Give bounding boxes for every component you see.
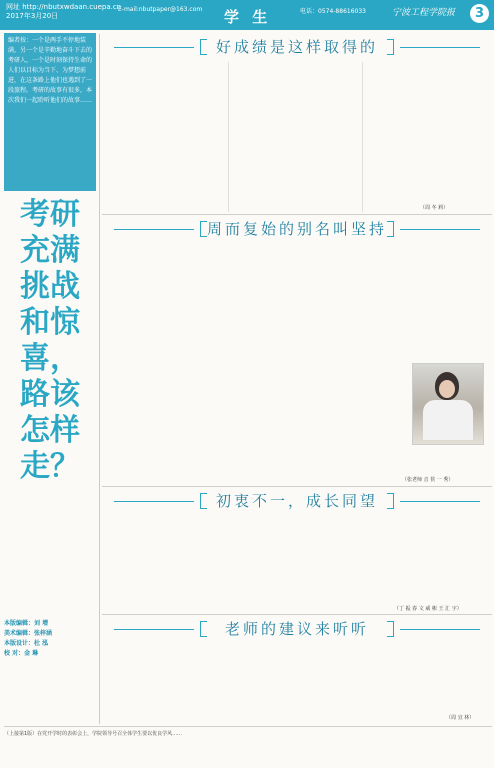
article-3-body-col3 [260, 516, 334, 612]
header-email[interactable]: E-mail:nbutpaper@163.com [118, 6, 203, 13]
heading-bracket [200, 221, 207, 237]
continuation-strip [4, 728, 492, 764]
heading-rule [114, 629, 194, 630]
staff-credits [4, 619, 96, 659]
heading-bracket [387, 39, 394, 55]
heading-bracket [200, 493, 207, 509]
photo-figure-body [423, 400, 473, 440]
text-column-divider [362, 62, 363, 212]
article-3-body-col1 [104, 516, 178, 612]
article-2-body-col5b [416, 447, 490, 474]
heading-bracket [387, 621, 394, 637]
heading-rule [400, 47, 480, 48]
continuation-col1 [4, 739, 100, 763]
header-site-info [6, 3, 121, 21]
article-2-body-col5 [416, 244, 490, 360]
newspaper-name: 宁波工程学院报 [392, 8, 456, 18]
article-1-title: 好成绩是这样取得的 [215, 38, 378, 56]
feature-headline: 考研充满挑战和惊喜，路该怎样走？ [20, 197, 80, 484]
heading-rule [400, 501, 480, 502]
article-3-body-col4 [338, 516, 412, 612]
article-2-body-col4 [338, 244, 412, 474]
article-3-body-col2 [182, 516, 256, 612]
heading-rule [114, 501, 194, 502]
article-separator [102, 614, 492, 615]
article-2-body-col1 [104, 244, 178, 474]
article-4-author: （周 宜 林） [446, 715, 475, 721]
column-divider [99, 34, 100, 724]
article-3-body-col5 [416, 516, 490, 604]
heading-rule [114, 47, 194, 48]
staff-editor: 本版编辑：刘 增 [4, 620, 49, 627]
article-4-body-col2 [182, 644, 256, 722]
article-1-body-col1 [104, 62, 224, 212]
article-1-body-col3 [366, 62, 490, 205]
page-header [0, 0, 494, 30]
continuation-col3 [200, 739, 296, 763]
heading-rule [114, 229, 194, 230]
article-1-author: （周 冬 莉） [420, 205, 449, 211]
footer-separator [4, 726, 492, 727]
site-url[interactable]: 网址 http://nbutxwdaan.cuepa.cn [6, 3, 122, 11]
staff-art-editor: 美术编辑：张梓涵 [4, 630, 53, 637]
article-4-body-col3 [260, 644, 334, 722]
continuation-col5 [396, 739, 492, 763]
heading-rule [400, 629, 480, 630]
article-4-body-col1 [104, 644, 178, 722]
heading-bracket [200, 39, 207, 55]
article-4-body-col4 [338, 644, 412, 722]
article-separator [102, 214, 492, 215]
staff-proofreader: 校 对：金 琳 [4, 650, 39, 657]
heading-bracket [200, 621, 207, 637]
article-1-body-col2 [232, 62, 358, 212]
heading-bracket [387, 493, 394, 509]
article-2-body-col3 [260, 244, 334, 474]
editor-note: 编者按：一个是两手不停地装满，另一个是辛勤地奋斗下去的考研人，一个是时刻保持生命的人们以目标为当下、为梦想前进，在这条路上他们也遇到了一段旅程。考研的故事有很多，本次我们一起聆听他们的故事…… [4, 33, 96, 191]
article-separator [102, 486, 492, 487]
photo-figure-face [439, 380, 455, 398]
text-column-divider [228, 62, 229, 212]
article-3-heading [104, 490, 490, 512]
continuation-col4 [298, 739, 394, 763]
header-phone: 电话：0574-88616033 [300, 8, 366, 15]
article-1-heading [104, 36, 490, 58]
article-2-heading [104, 218, 490, 240]
article-4-body-col5 [416, 644, 490, 714]
article-3-title: 初衷不一，成长同望 [215, 492, 378, 510]
continuation-col2 [102, 739, 198, 763]
article-4-heading [104, 618, 490, 640]
article-3-author: （丁 振 春 文 威 彬 王 汇 宇） [394, 606, 462, 612]
issue-date: 2017年3月20日 [6, 12, 59, 20]
article-4-title: 老师的建议来听听 [224, 620, 369, 638]
left-sidebar [4, 33, 96, 725]
staff-designer: 本版设计：杜 泓 [4, 640, 49, 647]
section-title: 学 生 [224, 8, 272, 26]
article-2-title: 周而复始的别名叫坚持 [206, 220, 387, 238]
page-number-badge: 3 [470, 4, 489, 23]
student-photo [412, 363, 484, 445]
article-2-author: （张老师 音 侯 一 秀） [402, 477, 454, 483]
heading-rule [400, 229, 480, 230]
continuation-lead: （上接第1版）在党开学时的表彰会上，学院领导号召全体学生要以优良学风…… [4, 731, 183, 737]
article-2-body-col2 [182, 244, 256, 474]
heading-bracket [387, 221, 394, 237]
